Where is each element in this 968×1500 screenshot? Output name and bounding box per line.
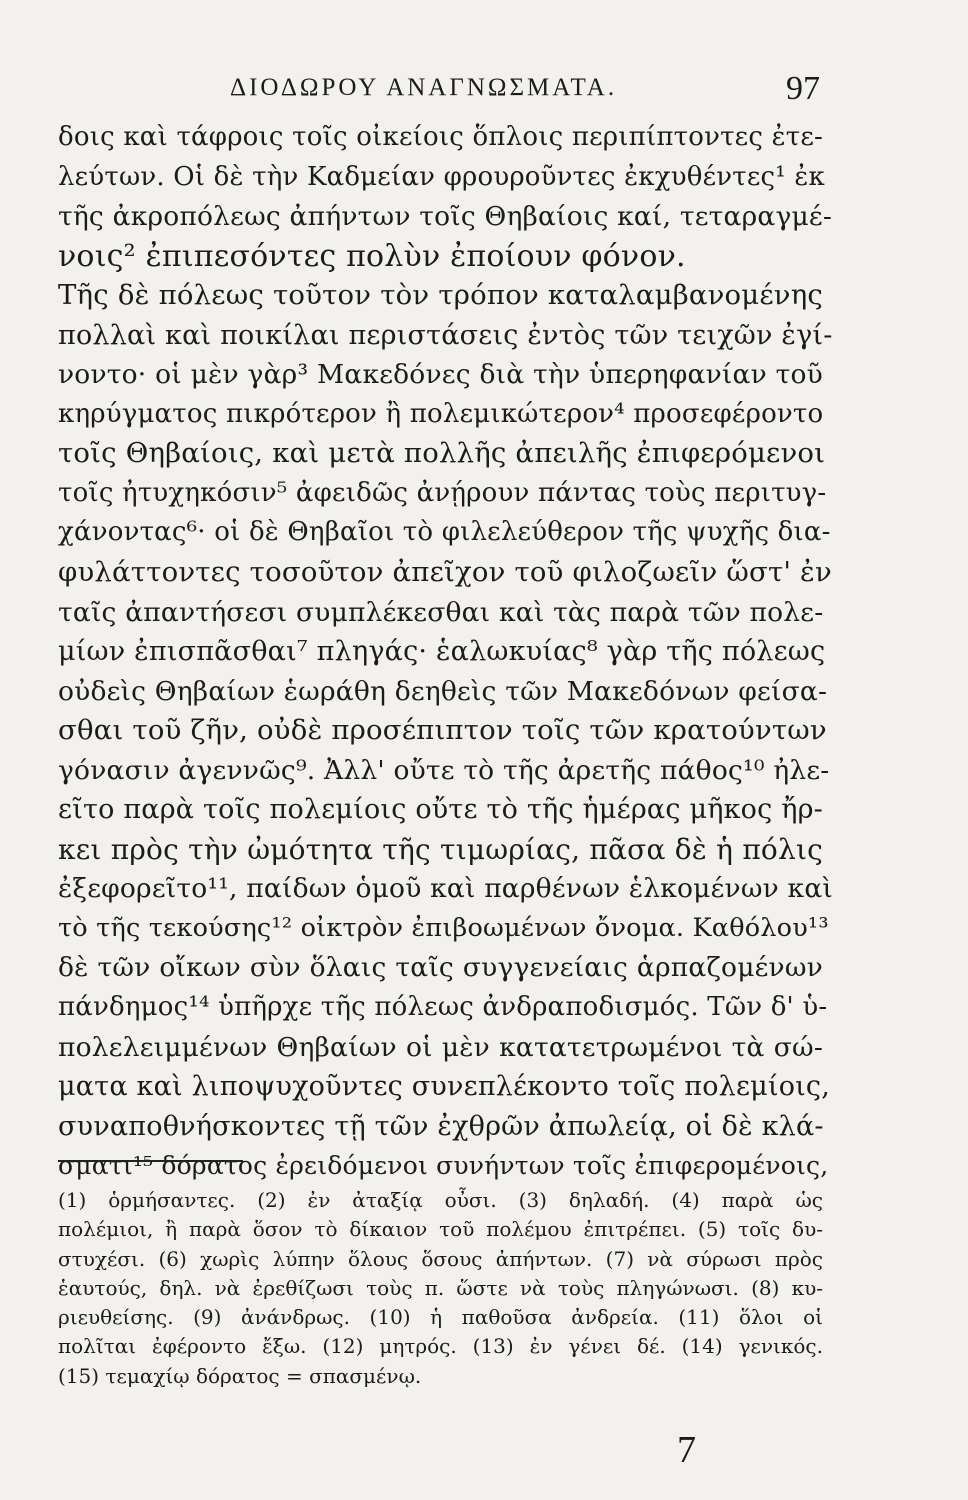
running-title: ΔΙΟΔΩΡΟΥ ΑΝΑΓΝΩΣΜΑΤΑ. (230, 74, 618, 101)
text-line: συναποθνήσκοντες τῇ τῶν ἐχθρῶν ἀπωλείᾳ, οἱ δὲ κλά- (58, 1110, 824, 1142)
footnote-line: στυχέσι. (6) χωρὶς λύπην ὅλους ὅσους ἀπήντων. (7) νὰ σύρωσι πρὸς (58, 1246, 823, 1271)
footnote-line: πολῖται ἐφέροντο ἔξω. (12) μητρός. (13) ἐν γένει δέ. (14) γενικός. (58, 1334, 823, 1359)
footnote-line: πολέμιοι, ἢ παρὰ ὅσον τὸ δίκαιον τοῦ πολέμου ἐπιτρέπει. (5) τοῖς δυ- (58, 1217, 823, 1242)
text-line: τῆς ἀκροπόλεως ἀπήντων τοῖς Θηβαίοις καί, τεταραγμέ- (58, 201, 833, 233)
signature-mark: 7 (677, 1429, 696, 1471)
text-line: ματα καὶ λιποψυχοῦντες συνεπλέκοντο τοῖς πολεμίοις, (58, 1071, 831, 1103)
footnote-line: (1) ὁρμήσαντες. (2) ἐν ἀταξίᾳ οὖσι. (3) δηλαδή. (4) παρὰ ὡς (58, 1188, 823, 1212)
text-line: νοντο· οἱ μὲν γὰρ³ Μακεδόνες διὰ τὴν ὑπερηφανίαν τοῦ (58, 359, 823, 391)
running-header (60, 70, 820, 110)
text-line: τοῖς ἠτυχηκόσιν⁵ ἀφειδῶς ἀνῄρουν πάντας τοὺς περιτυγ- (58, 477, 827, 508)
text-line: δοις καὶ τάφροις τοῖς οἰκείοις ὅπλοις περιπίπτοντες ἐτε- (58, 122, 823, 152)
footnote-rule (58, 1160, 243, 1162)
text-line: λεύτων. Οἱ δὲ τὴν Καδμείαν φρουροῦντες ἐκχυθέντες¹ ἐκ (58, 161, 825, 192)
footnote-line: (15) τεμαχίῳ δόρατος = σπασμένῳ. (58, 1363, 422, 1388)
text-line: πολλαὶ καὶ ποικίλαι περιστάσεις ἐντὸς τῶν τειχῶν ἐγί- (58, 319, 833, 351)
text-line: εῖτο παρὰ τοῖς πολεμίοις οὔτε τὸ τῆς ἡμέρας μῆκος ἤρ- (58, 794, 823, 826)
footnotes (58, 1186, 823, 1391)
text-line: φυλάττοντες τοσοῦτον ἀπεῖχον τοῦ φιλοζωεῖν ὥστ' ἐν (58, 556, 832, 589)
footnote-line: ριευθείσης. (9) ἀνάνδρως. (10) ἡ παθοῦσα ἀνδρεία. (11) ὅλοι οἱ (58, 1305, 823, 1330)
text-line: ἐξεφορεῖτο¹¹, παίδων ὁμοῦ καὶ παρθένων ἑλκομένων καὶ (58, 873, 834, 905)
text-line: σματι¹⁵ δόρατος ἐρειδόμενοι συνήντων τοῖς ἐπιφερομένοις, (58, 1151, 829, 1181)
text-line: χάνοντας⁶· οἱ δὲ Θηβαῖοι τὸ φιλελεύθερον τῆς ψυχῆς δια- (58, 517, 831, 548)
text-line: Τῆς δὲ πόλεως τοῦτον τὸν τρόπον καταλαμβανομένης (58, 279, 823, 312)
text-line: δὲ τῶν οἴκων σὺν ὅλαις ταῖς συγγενείαις ἁρπαζομένων (58, 952, 823, 984)
text-line: κηρύγματος πικρότερον ἢ πολεμικώτερον⁴ προσεφέροντο (58, 398, 824, 429)
text-line: νοις² ἐπιπεσόντες πολὺν ἐποίουν φόνον. (58, 238, 686, 274)
footnote-line: ἑαυτούς, δηλ. νὰ ἐρεθίζωσι τοὺς π. ὥστε νὰ τοὺς πληγώνωσι. (8) κυ- (58, 1275, 823, 1300)
page-number: 97 (786, 70, 820, 107)
text-line: μίων ἐπισπᾶσθαι⁷ πληγάς· ἑαλωκυίας⁸ γὰρ τῆς πόλεως (58, 636, 826, 668)
text-line: τοῖς Θηβαίοις, καὶ μετὰ πολλῆς ἀπειλῆς ἐπιφερόμενοι (58, 437, 826, 470)
text-line: οὐδεὶς Θηβαίων ἑωράθη δεηθεὶς τῶν Μακεδόνων φείσα- (58, 675, 828, 707)
text-line: πάνδημος¹⁴ ὑπῆρχε τῆς πόλεως ἀνδραποδισμός. Τῶν δ' ὑ- (58, 992, 828, 1023)
text-line: γόνασιν ἀγεννῶς⁹. Ἀλλ' οὔτε τὸ τῆς ἀρετῆς πάθος¹⁰ ἠλε- (58, 754, 830, 786)
main-text (58, 118, 834, 1186)
text-line: πολελειμμένων Θηβαίων οἱ μὲν κατατετρωμένοι τὰ σώ- (58, 1031, 823, 1063)
text-line: τὸ τῆς τεκούσης¹² οἰκτρὸν ἐπιβοωμένων ὄνομα. Καθόλου¹³ (58, 912, 829, 943)
text-line: σθαι τοῦ ζῆν, οὐδὲ προσέπιπτον τοῖς τῶν κρατούντων (58, 714, 827, 747)
text-line: κει πρὸς τὴν ὠμότητα τῆς τιμωρίας, πᾶσα δὲ ἡ πόλις (58, 832, 823, 866)
text-line: ταῖς ἀπαντήσεσι συμπλέκεσθαι καὶ τὰς παρὰ τῶν πολε- (58, 596, 824, 628)
